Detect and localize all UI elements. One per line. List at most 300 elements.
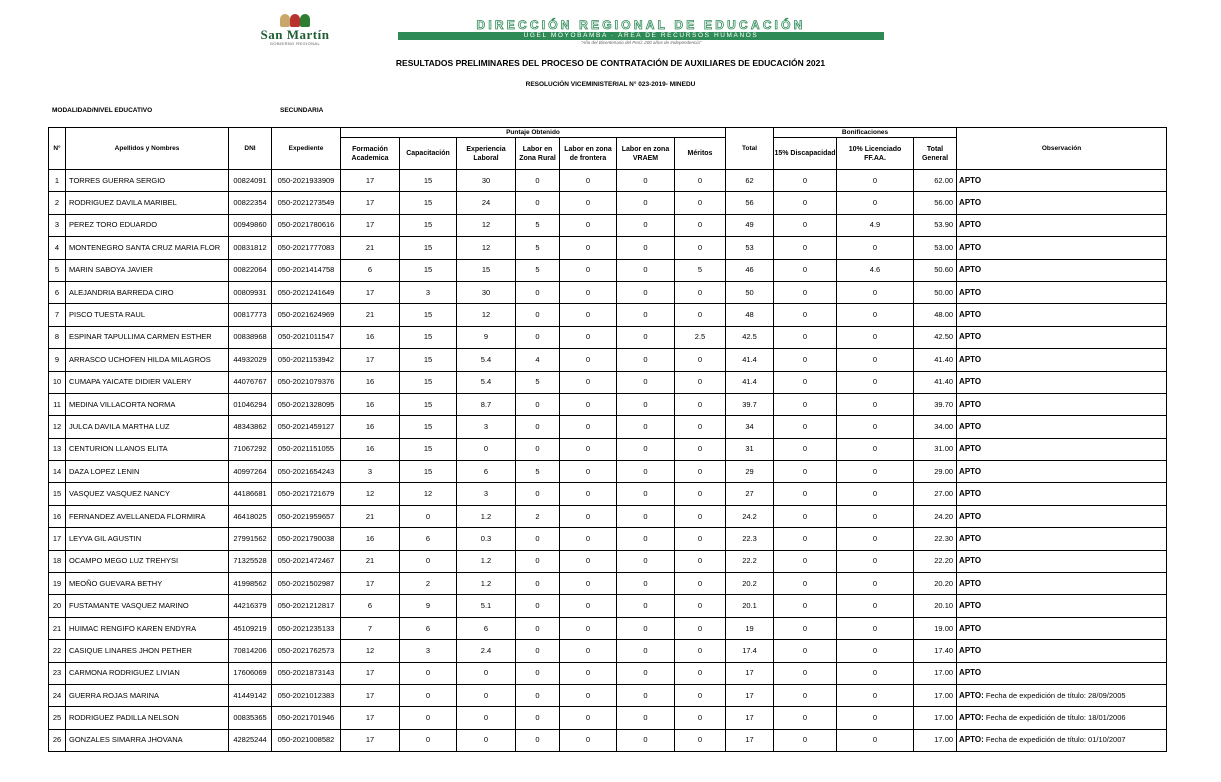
vraem-cell: 0 <box>617 393 675 415</box>
logo-name: San Martín <box>260 27 330 42</box>
licenciado-cell: 0 <box>837 281 914 303</box>
total-cell: 53 <box>726 237 774 259</box>
meritos-cell: 0 <box>675 573 726 595</box>
status-apto: APTO <box>959 668 982 678</box>
vraem-cell: 0 <box>617 371 675 393</box>
frontera-cell: 0 <box>560 371 617 393</box>
status-apto: APTO <box>959 645 982 655</box>
formacion-cell: 17 <box>341 684 400 706</box>
observacion-cell <box>957 192 1167 214</box>
experiencia-cell: 1.2 <box>457 550 516 572</box>
group-header-bonificaciones: Bonificaciones <box>774 128 957 138</box>
total-general-cell: 17.00 <box>914 729 957 751</box>
meritos-cell: 0 <box>675 371 726 393</box>
status-apto: APTO <box>959 310 982 320</box>
col-header-nombre: Apellidos y Nombres <box>66 128 229 170</box>
formacion-cell: 17 <box>341 662 400 684</box>
dni-cell: 00822064 <box>229 259 272 281</box>
vraem-cell: 0 <box>617 505 675 527</box>
candidate-name: CARMONA RODRIGUEZ LIVIAN <box>66 662 229 684</box>
discapacidad-cell: 0 <box>774 505 837 527</box>
meritos-cell: 0 <box>675 662 726 684</box>
row-number: 14 <box>49 461 66 483</box>
total-cell: 62 <box>726 170 774 192</box>
rural-cell: 0 <box>516 281 560 303</box>
candidate-name: HUIMAC RENGIFO KAREN ENDYRA <box>66 617 229 639</box>
total-general-cell: 53.90 <box>914 214 957 236</box>
total-cell: 50 <box>726 281 774 303</box>
expediente-cell: 050-2021273549 <box>272 192 341 214</box>
experiencia-cell: 0 <box>457 729 516 751</box>
total-cell: 48 <box>726 304 774 326</box>
total-general-cell: 17.00 <box>914 662 957 684</box>
capacitacion-cell: 15 <box>400 237 457 259</box>
expediente-cell: 050-2021654243 <box>272 461 341 483</box>
total-cell: 41.4 <box>726 371 774 393</box>
dni-cell: 00949860 <box>229 214 272 236</box>
dni-cell: 44076767 <box>229 371 272 393</box>
discapacidad-cell: 0 <box>774 617 837 639</box>
licenciado-cell: 0 <box>837 573 914 595</box>
dni-cell: 00838968 <box>229 326 272 348</box>
capacitacion-cell: 15 <box>400 393 457 415</box>
meritos-cell: 0 <box>675 281 726 303</box>
observacion-cell <box>957 214 1167 236</box>
discapacidad-cell: 0 <box>774 237 837 259</box>
status-apto: APTO <box>959 444 982 454</box>
capacitacion-cell: 0 <box>400 707 457 729</box>
logo-subtitle: GOBIERNO REGIONAL <box>269 41 321 46</box>
status-apto: APTO <box>959 466 982 476</box>
row-number: 13 <box>49 438 66 460</box>
experiencia-cell: 3 <box>457 416 516 438</box>
dni-cell: 46418025 <box>229 505 272 527</box>
row-number: 22 <box>49 640 66 662</box>
expediente-cell: 050-2021701946 <box>272 707 341 729</box>
frontera-cell: 0 <box>560 461 617 483</box>
dni-cell: 44932029 <box>229 349 272 371</box>
total-general-cell: 17.00 <box>914 707 957 729</box>
row-number: 24 <box>49 684 66 706</box>
table-row <box>49 483 1167 505</box>
row-number: 25 <box>49 707 66 729</box>
observacion-cell <box>957 393 1167 415</box>
capacitacion-cell: 15 <box>400 461 457 483</box>
vraem-cell: 0 <box>617 528 675 550</box>
experiencia-cell: 6 <box>457 461 516 483</box>
row-number: 7 <box>49 304 66 326</box>
meritos-cell: 0 <box>675 640 726 662</box>
total-general-cell: 24.20 <box>914 505 957 527</box>
vraem-cell: 0 <box>617 192 675 214</box>
expediente-cell: 050-2021011547 <box>272 326 341 348</box>
total-cell: 17 <box>726 662 774 684</box>
formacion-cell: 12 <box>341 483 400 505</box>
expediente-cell: 050-2021790038 <box>272 528 341 550</box>
row-number: 10 <box>49 371 66 393</box>
total-cell: 19 <box>726 617 774 639</box>
licenciado-cell: 0 <box>837 461 914 483</box>
observacion-cell <box>957 438 1167 460</box>
meritos-cell: 0 <box>675 438 726 460</box>
observacion-cell <box>957 729 1167 751</box>
frontera-cell: 0 <box>560 617 617 639</box>
frontera-cell: 0 <box>560 684 617 706</box>
formacion-cell: 21 <box>341 304 400 326</box>
rural-cell: 0 <box>516 550 560 572</box>
experiencia-cell: 5.4 <box>457 349 516 371</box>
expediente-cell: 050-2021959657 <box>272 505 341 527</box>
frontera-cell: 0 <box>560 707 617 729</box>
discapacidad-cell: 0 <box>774 416 837 438</box>
col-header-expediente: Expediente <box>272 128 341 170</box>
dni-cell: 00822354 <box>229 192 272 214</box>
observacion-cell <box>957 326 1167 348</box>
discapacidad-cell: 0 <box>774 729 837 751</box>
licenciado-cell: 0 <box>837 528 914 550</box>
licenciado-cell: 0 <box>837 393 914 415</box>
total-cell: 41.4 <box>726 349 774 371</box>
candidate-name: PEREZ TORO EDUARDO <box>66 214 229 236</box>
col-header-experiencia: Experiencia Laboral <box>457 138 516 170</box>
observacion-cell <box>957 483 1167 505</box>
experiencia-cell: 8.7 <box>457 393 516 415</box>
dni-cell: 00835365 <box>229 707 272 729</box>
experiencia-cell: 12 <box>457 237 516 259</box>
candidate-name: ESPINAR TAPULLIMA CARMEN ESTHER <box>66 326 229 348</box>
experiencia-cell: 12 <box>457 214 516 236</box>
vraem-cell: 0 <box>617 550 675 572</box>
capacitacion-cell: 15 <box>400 214 457 236</box>
total-cell: 29 <box>726 461 774 483</box>
rural-cell: 0 <box>516 170 560 192</box>
observacion-cell <box>957 684 1167 706</box>
dni-cell: 01046294 <box>229 393 272 415</box>
expediente-cell: 050-2021241649 <box>272 281 341 303</box>
frontera-cell: 0 <box>560 304 617 326</box>
capacitacion-cell: 0 <box>400 729 457 751</box>
table-row <box>49 214 1167 236</box>
formacion-cell: 16 <box>341 326 400 348</box>
row-number: 18 <box>49 550 66 572</box>
experiencia-cell: 0 <box>457 684 516 706</box>
table-row <box>49 192 1167 214</box>
expediente-cell: 050-2021414758 <box>272 259 341 281</box>
table-row <box>49 528 1167 550</box>
total-cell: 34 <box>726 416 774 438</box>
experiencia-cell: 5.4 <box>457 371 516 393</box>
discapacidad-cell: 0 <box>774 550 837 572</box>
dni-cell: 71325528 <box>229 550 272 572</box>
total-cell: 20.2 <box>726 573 774 595</box>
meritos-cell: 0 <box>675 192 726 214</box>
discapacidad-cell: 0 <box>774 192 837 214</box>
licenciado-cell: 0 <box>837 595 914 617</box>
vraem-cell: 0 <box>617 617 675 639</box>
observacion-cell <box>957 304 1167 326</box>
status-apto: APTO <box>959 556 982 566</box>
experiencia-cell: 5.1 <box>457 595 516 617</box>
vraem-cell: 0 <box>617 483 675 505</box>
expediente-cell: 050-2021933909 <box>272 170 341 192</box>
discapacidad-cell: 0 <box>774 349 837 371</box>
total-cell: 27 <box>726 483 774 505</box>
table-row <box>49 259 1167 281</box>
status-apto: APTO <box>959 489 982 499</box>
licenciado-cell: 0 <box>837 729 914 751</box>
vraem-cell: 0 <box>617 259 675 281</box>
dni-cell: 70814206 <box>229 640 272 662</box>
meritos-cell: 0 <box>675 684 726 706</box>
total-general-cell: 53.00 <box>914 237 957 259</box>
expediente-cell: 050-2021008582 <box>272 729 341 751</box>
total-general-cell: 22.20 <box>914 550 957 572</box>
dni-cell: 40997264 <box>229 461 272 483</box>
dni-cell: 17606069 <box>229 662 272 684</box>
meritos-cell: 0 <box>675 416 726 438</box>
experiencia-cell: 1.2 <box>457 573 516 595</box>
status-apto: APTO <box>959 623 982 633</box>
status-apto: APTO <box>959 332 982 342</box>
dni-cell: 45109219 <box>229 617 272 639</box>
expediente-cell: 050-2021328095 <box>272 393 341 415</box>
row-number: 26 <box>49 729 66 751</box>
meritos-cell: 0 <box>675 349 726 371</box>
capacitacion-cell: 2 <box>400 573 457 595</box>
rural-cell: 5 <box>516 371 560 393</box>
formacion-cell: 17 <box>341 214 400 236</box>
candidate-name: CENTURION LLANOS ELITA <box>66 438 229 460</box>
observacion-cell <box>957 416 1167 438</box>
row-number: 11 <box>49 393 66 415</box>
expediente-cell: 050-2021780616 <box>272 214 341 236</box>
meritos-cell: 0 <box>675 237 726 259</box>
formacion-cell: 6 <box>341 259 400 281</box>
discapacidad-cell: 0 <box>774 640 837 662</box>
table-row <box>49 438 1167 460</box>
formacion-cell: 21 <box>341 505 400 527</box>
row-number: 17 <box>49 528 66 550</box>
rural-cell: 0 <box>516 393 560 415</box>
capacitacion-cell: 6 <box>400 528 457 550</box>
meritos-cell: 0 <box>675 729 726 751</box>
total-cell: 46 <box>726 259 774 281</box>
vraem-cell: 0 <box>617 416 675 438</box>
candidate-name: MEOÑO GUEVARA BETHY <box>66 573 229 595</box>
status-apto: APTO <box>959 354 982 364</box>
dni-cell: 00824091 <box>229 170 272 192</box>
experiencia-cell: 2.4 <box>457 640 516 662</box>
total-cell: 20.1 <box>726 595 774 617</box>
capacitacion-cell: 3 <box>400 640 457 662</box>
rural-cell: 0 <box>516 192 560 214</box>
row-number: 1 <box>49 170 66 192</box>
rural-cell: 0 <box>516 438 560 460</box>
licenciado-cell: 0 <box>837 684 914 706</box>
status-apto: APTO <box>959 601 982 611</box>
vraem-cell: 0 <box>617 237 675 259</box>
licenciado-cell: 0 <box>837 416 914 438</box>
rural-cell: 0 <box>516 617 560 639</box>
vraem-cell: 0 <box>617 595 675 617</box>
table-row <box>49 595 1167 617</box>
table-row <box>49 393 1167 415</box>
observacion-cell <box>957 281 1167 303</box>
experiencia-cell: 12 <box>457 304 516 326</box>
frontera-cell: 0 <box>560 214 617 236</box>
discapacidad-cell: 0 <box>774 371 837 393</box>
row-number: 8 <box>49 326 66 348</box>
total-general-cell: 19.00 <box>914 617 957 639</box>
formacion-cell: 16 <box>341 438 400 460</box>
candidate-name: RODRIGUEZ DAVILA MARIBEL <box>66 192 229 214</box>
col-header-frontera: Labor en zona de frontera <box>560 138 617 170</box>
frontera-cell: 0 <box>560 483 617 505</box>
observacion-note: Fecha de expedición de título: 18/01/2006 <box>983 713 1126 723</box>
dni-cell: 48343862 <box>229 416 272 438</box>
experiencia-cell: 30 <box>457 281 516 303</box>
observacion-cell <box>957 505 1167 527</box>
candidate-name: GONZALES SIMARRA JHOVANA <box>66 729 229 751</box>
licenciado-cell: 0 <box>837 483 914 505</box>
capacitacion-cell: 15 <box>400 438 457 460</box>
dre-banner-motto: "Año del Bicentenario del Perú: 200 años de Independencia" <box>580 40 702 45</box>
licenciado-cell: 4.9 <box>837 214 914 236</box>
vraem-cell: 0 <box>617 461 675 483</box>
expediente-cell: 050-2021235133 <box>272 617 341 639</box>
status-apto: APTO <box>959 198 982 208</box>
rural-cell: 0 <box>516 483 560 505</box>
rural-cell: 0 <box>516 640 560 662</box>
total-general-cell: 56.00 <box>914 192 957 214</box>
discapacidad-cell: 0 <box>774 684 837 706</box>
discapacidad-cell: 0 <box>774 573 837 595</box>
expediente-cell: 050-2021624969 <box>272 304 341 326</box>
total-general-cell: 34.00 <box>914 416 957 438</box>
observacion-cell <box>957 707 1167 729</box>
dni-cell: 27991562 <box>229 528 272 550</box>
results-table-body <box>49 170 1167 752</box>
row-number: 16 <box>49 505 66 527</box>
candidate-name: VASQUEZ VASQUEZ NANCY <box>66 483 229 505</box>
expediente-cell: 050-2021151055 <box>272 438 341 460</box>
total-general-cell: 27.00 <box>914 483 957 505</box>
experiencia-cell: 6 <box>457 617 516 639</box>
status-apto: APTO <box>959 511 982 521</box>
dni-cell: 00817773 <box>229 304 272 326</box>
results-table <box>48 127 1167 752</box>
col-header-rural: Labor en Zona Rural <box>516 138 560 170</box>
vraem-cell: 0 <box>617 662 675 684</box>
formacion-cell: 16 <box>341 371 400 393</box>
observacion-note: Fecha de expedición de título: 01/10/2007 <box>983 735 1126 745</box>
status-apto: APTO: <box>959 713 984 723</box>
total-general-cell: 39.70 <box>914 393 957 415</box>
meritos-cell: 0 <box>675 304 726 326</box>
licenciado-cell: 0 <box>837 326 914 348</box>
observacion-cell <box>957 237 1167 259</box>
table-row <box>49 707 1167 729</box>
table-row <box>49 550 1167 572</box>
table-row <box>49 304 1167 326</box>
observacion-cell <box>957 662 1167 684</box>
row-number: 3 <box>49 214 66 236</box>
rural-cell: 4 <box>516 349 560 371</box>
rural-cell: 0 <box>516 662 560 684</box>
capacitacion-cell: 15 <box>400 304 457 326</box>
observacion-cell <box>957 595 1167 617</box>
dre-banner-bar: UGEL MOYOBAMBA · ÁREA DE RECURSOS HUMANOS <box>398 32 884 40</box>
col-header-total-general: Total General <box>914 138 957 170</box>
row-number: 21 <box>49 617 66 639</box>
rural-cell: 5 <box>516 461 560 483</box>
observacion-note: Fecha de expedición de título: 28/09/2005 <box>983 690 1126 700</box>
total-general-cell: 62.00 <box>914 170 957 192</box>
meritos-cell: 0 <box>675 550 726 572</box>
meritos-cell: 0 <box>675 393 726 415</box>
observacion-cell <box>957 550 1167 572</box>
total-cell: 56 <box>726 192 774 214</box>
total-cell: 22.3 <box>726 528 774 550</box>
observacion-cell <box>957 617 1167 639</box>
discapacidad-cell: 0 <box>774 259 837 281</box>
licenciado-cell: 0 <box>837 170 914 192</box>
table-row <box>49 729 1167 751</box>
row-number: 15 <box>49 483 66 505</box>
candidate-name: DAZA LOPEZ LENIN <box>66 461 229 483</box>
dre-banner-logo <box>398 19 884 45</box>
group-header-puntaje: Puntaje Obtenido <box>341 128 726 138</box>
status-apto: APTO <box>959 175 982 185</box>
status-apto: APTO: <box>959 735 984 745</box>
formacion-cell: 17 <box>341 573 400 595</box>
expediente-cell: 050-2021762573 <box>272 640 341 662</box>
table-row <box>49 281 1167 303</box>
status-apto: APTO: <box>959 690 984 700</box>
table-row <box>49 461 1167 483</box>
total-general-cell: 29.00 <box>914 461 957 483</box>
expediente-cell: 050-2021459127 <box>272 416 341 438</box>
observacion-cell <box>957 259 1167 281</box>
discapacidad-cell: 0 <box>774 461 837 483</box>
capacitacion-cell: 0 <box>400 550 457 572</box>
status-apto: APTO <box>959 242 982 252</box>
capacitacion-cell: 15 <box>400 371 457 393</box>
observacion-cell <box>957 461 1167 483</box>
candidate-name: PISCO TUESTA RAUL <box>66 304 229 326</box>
vraem-cell: 0 <box>617 214 675 236</box>
dni-cell: 44216379 <box>229 595 272 617</box>
frontera-cell: 0 <box>560 640 617 662</box>
vraem-cell: 0 <box>617 438 675 460</box>
licenciado-cell: 4.6 <box>837 259 914 281</box>
frontera-cell: 0 <box>560 528 617 550</box>
discapacidad-cell: 0 <box>774 170 837 192</box>
col-header-discapacidad: 15% Discapacidad <box>774 138 837 170</box>
capacitacion-cell: 0 <box>400 505 457 527</box>
candidate-name: CASIQUE LINARES JHON PETHER <box>66 640 229 662</box>
vraem-cell: 0 <box>617 684 675 706</box>
licenciado-cell: 0 <box>837 237 914 259</box>
formacion-cell: 21 <box>341 237 400 259</box>
licenciado-cell: 0 <box>837 662 914 684</box>
total-general-cell: 31.00 <box>914 438 957 460</box>
frontera-cell: 0 <box>560 573 617 595</box>
licenciado-cell: 0 <box>837 192 914 214</box>
document-title: RESULTADOS PRELIMINARES DEL PROCESO DE CONTRATACIÓN DE AUXILIARES DE EDUCACIÓN 2021 <box>395 58 826 68</box>
meritos-cell: 0 <box>675 528 726 550</box>
status-apto: APTO <box>959 220 982 230</box>
